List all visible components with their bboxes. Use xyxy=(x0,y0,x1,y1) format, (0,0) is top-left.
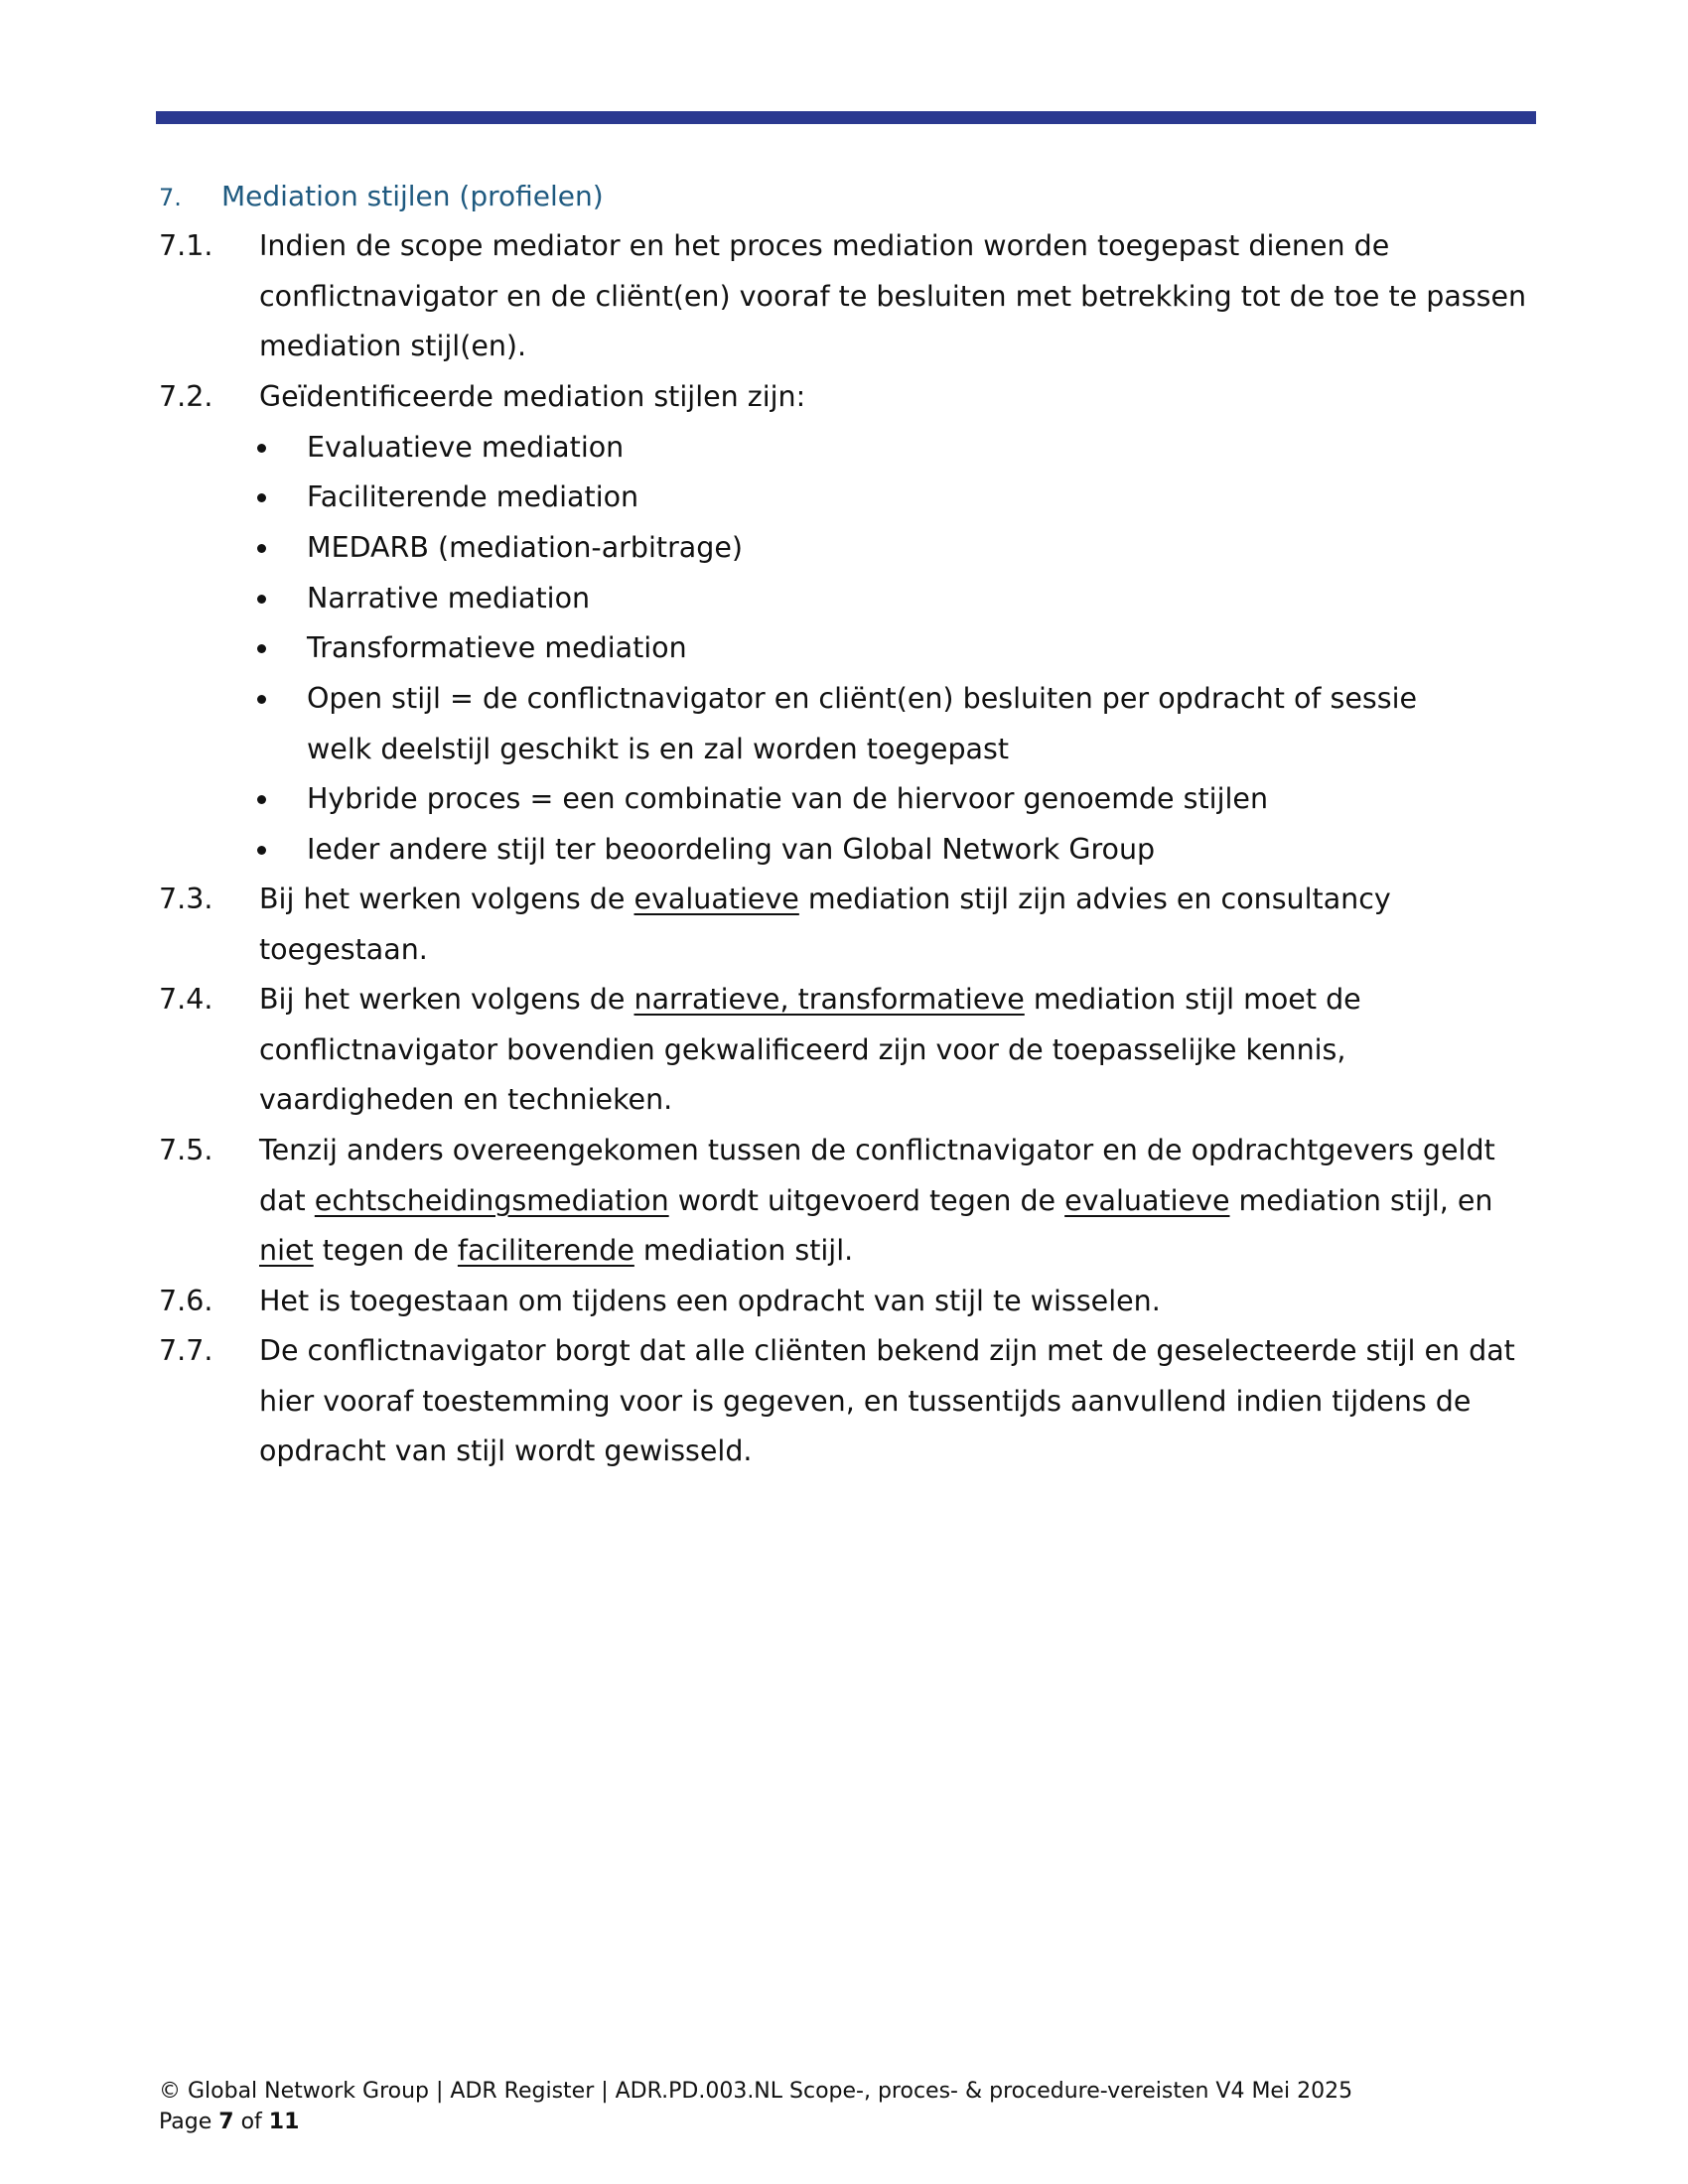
bullet-dot xyxy=(257,644,266,653)
list-item: Ieder andere stijl ter beoordeling van Global Network Group xyxy=(257,825,1469,876)
clause-text: Tenzij anders overeengekomen tussen de conflictnavigator en de opdrachtgevers geldt dat echtscheidingsmediation wordt uitgevoerd tegen de evaluatieve mediation stijl, en niet tegen de faciliterende mediation stijl. xyxy=(259,1134,1495,1268)
clause-text: Geïdentificeerde mediation stijlen zijn: xyxy=(259,380,806,413)
clause-text: Bij het werken volgens de evaluatieve mediation stijl zijn advies en consultancy toegestaan. xyxy=(259,883,1391,966)
footer-copyright: © Global Network Group | ADR Register | ADR.PD.003.NL Scope-, proces- & procedure-vereisten V4 Mei 2025 xyxy=(159,2079,1353,2104)
clause-number: 7.5. xyxy=(159,1134,213,1166)
list-item: Hybride proces = een combinatie van de hiervoor genoemde stijlen xyxy=(257,774,1469,825)
underlined-term: faciliterende xyxy=(457,1234,634,1268)
clause-number: 7.7. xyxy=(159,1334,213,1367)
bullet-dot xyxy=(257,595,266,604)
clause-7-5 xyxy=(159,1126,1529,1277)
underlined-term: evaluatieve xyxy=(1064,1183,1230,1217)
clause-number: 7.4. xyxy=(159,983,213,1016)
clause-7-3 xyxy=(159,875,1529,975)
clause-7-6 xyxy=(159,1277,1529,1327)
list-item: Open stijl = de conflictnavigator en cliënt(en) besluiten per opdracht of sessie welk deelstijl geschikt is en zal worden toegepast xyxy=(257,674,1469,774)
bullet-dot xyxy=(257,795,266,804)
underlined-term: narratieve, transformatieve xyxy=(633,983,1025,1016)
underlined-term: evaluatieve xyxy=(633,883,799,915)
clause-text: Indien de scope mediator en het proces mediation worden toegepast dienen de conflictnavigator en de cliënt(en) vooraf te besluiten met betrekking tot de toe te passen mediation stijl(en). xyxy=(259,229,1527,363)
list-item: Faciliterende mediation xyxy=(257,473,1469,523)
clause-text: Het is toegestaan om tijdens een opdracht van stijl te wisselen. xyxy=(259,1285,1161,1317)
bullet-dot xyxy=(257,695,266,704)
header-rule xyxy=(156,111,1536,124)
underlined-term: niet xyxy=(259,1234,314,1268)
bullet-dot xyxy=(257,444,266,453)
section-heading xyxy=(159,177,604,217)
clause-7-7 xyxy=(159,1326,1529,1477)
list-item: Evaluatieve mediation xyxy=(257,423,1469,474)
list-item: Transformatieve mediation xyxy=(257,623,1469,674)
list-item: MEDARB (mediation-arbitrage) xyxy=(257,523,1469,574)
clause-7-2 xyxy=(159,372,1529,423)
clause-text: Bij het werken volgens de narratieve, transformatieve mediation stijl moet de conflictnavigator bovendien gekwalificeerd zijn voor de toepasselijke kennis, vaardigheden en technieken. xyxy=(259,983,1361,1117)
page-footer xyxy=(159,2076,1352,2137)
clause-number: 7.3. xyxy=(159,883,213,915)
section-number: 7. xyxy=(159,184,182,211)
bullet-dot xyxy=(257,846,266,855)
clause-7-4 xyxy=(159,975,1529,1126)
underlined-term: echtscheidingsmediation xyxy=(314,1183,669,1217)
clause-number: 7.6. xyxy=(159,1285,213,1317)
section-title: Mediation stijlen (profielen) xyxy=(221,180,604,212)
page-number: Page 7 of 11 xyxy=(159,2110,300,2134)
clause-text: De conflictnavigator borgt dat alle cliënten bekend zijn met de geselecteerde stijl en dat hier vooraf toestemming voor is gegeven, en tussentijds aanvullend indien tijdens de opdracht van stijl wordt gewisseld. xyxy=(259,1334,1515,1468)
clause-number: 7.1. xyxy=(159,229,213,262)
clause-number: 7.2. xyxy=(159,380,213,413)
clause-7-1 xyxy=(159,221,1529,372)
list-item: Narrative mediation xyxy=(257,574,1469,624)
bullet-dot xyxy=(257,493,266,502)
bullet-dot xyxy=(257,544,266,553)
